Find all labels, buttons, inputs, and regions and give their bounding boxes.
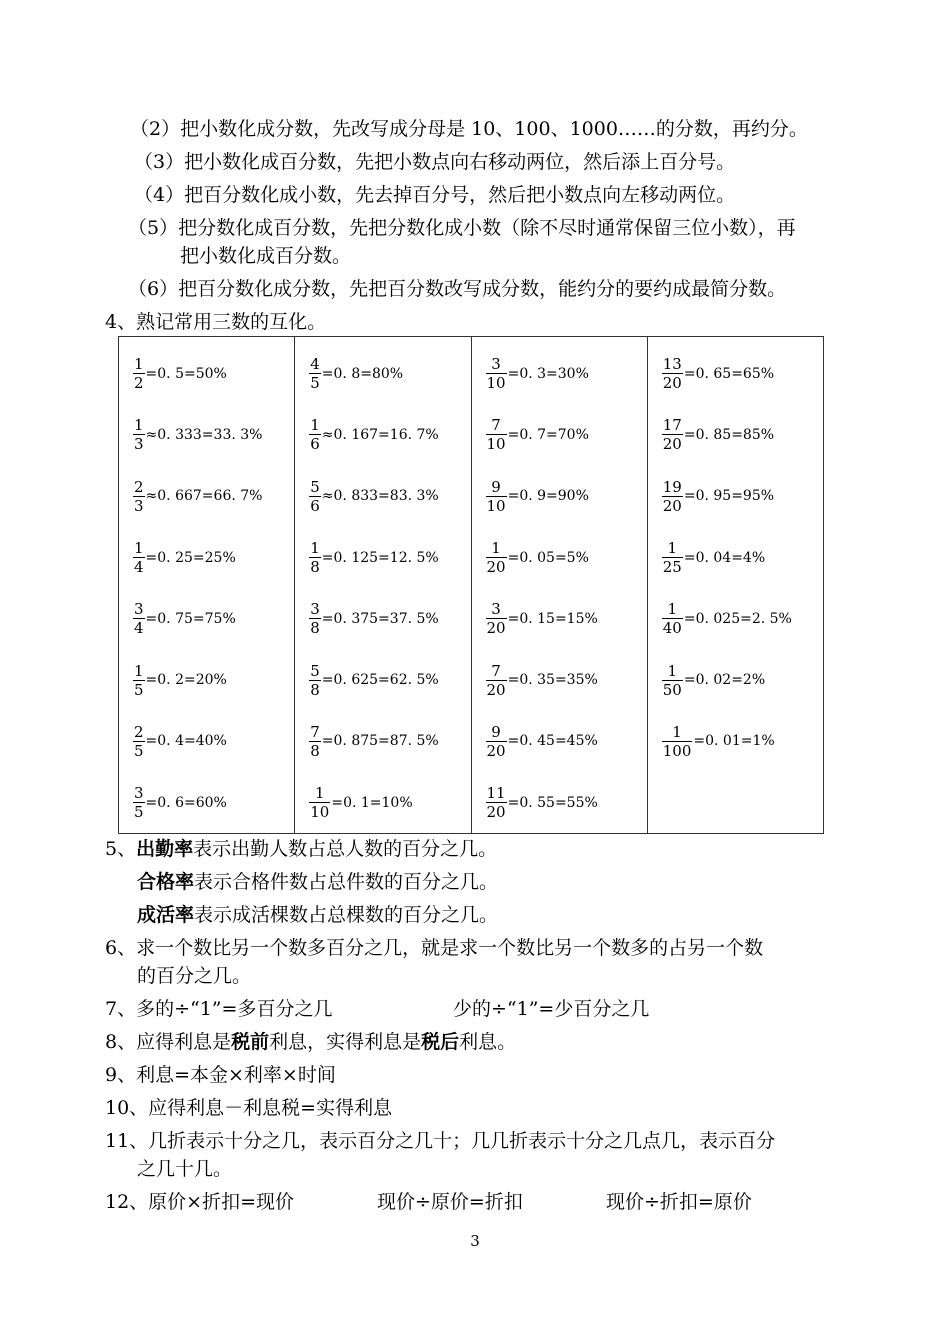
fraction <box>309 355 321 392</box>
conversion-entry <box>486 711 647 772</box>
fraction <box>486 416 507 453</box>
denominator: 20 <box>662 435 682 454</box>
denominator: 8 <box>310 558 320 577</box>
conversion-entry <box>309 772 470 833</box>
equivalents: =0. 95=95% <box>683 488 775 505</box>
item-10: 10、应得利息－利息税=实得利息 <box>105 1097 393 1119</box>
numerator: 1 <box>134 355 144 374</box>
rule-3: （3）把小数化成百分数，先把小数点向右移动两位，然后添上百分号。 <box>134 151 736 173</box>
fraction <box>133 478 145 515</box>
fraction <box>662 723 693 760</box>
fraction <box>133 355 145 392</box>
numerator: 3 <box>134 600 144 619</box>
conversion-entry <box>133 343 294 404</box>
denominator: 20 <box>486 619 506 638</box>
conversion-entry <box>309 343 470 404</box>
equivalents: =0. 25=25% <box>145 549 236 566</box>
numerator: 1 <box>667 600 678 619</box>
item-9: 9、利息=本金×利率×时间 <box>105 1064 336 1086</box>
equivalents: =0. 04=4% <box>683 549 766 566</box>
equivalents: =0. 35=35% <box>507 672 598 689</box>
page-number: 3 <box>470 1232 480 1250</box>
conversion-entry <box>133 404 294 465</box>
conversion-table <box>118 336 824 834</box>
conversion-entry <box>309 404 470 465</box>
conversion-entry <box>662 466 823 527</box>
denominator: 100 <box>662 741 692 760</box>
fraction <box>309 723 321 760</box>
denominator: 40 <box>662 619 682 638</box>
numerator: 7 <box>491 661 501 680</box>
equivalents: =0. 3=30% <box>507 365 589 382</box>
fraction <box>486 784 507 821</box>
fraction <box>133 600 145 637</box>
numerator: 1 <box>134 661 144 680</box>
conversion-entry <box>486 649 647 710</box>
denominator: 20 <box>486 741 506 760</box>
numerator: 1 <box>667 661 678 680</box>
table-column-2 <box>295 337 471 834</box>
denominator: 20 <box>486 680 506 699</box>
numerator: 7 <box>310 722 320 741</box>
equivalents: =0. 7=70% <box>507 426 589 443</box>
denominator: 4 <box>134 558 144 577</box>
fraction <box>486 478 507 515</box>
conversion-entry <box>486 343 647 404</box>
table-column-4 <box>647 337 823 834</box>
denominator: 5 <box>134 680 144 699</box>
conversion-entry <box>133 527 294 588</box>
denominator: 20 <box>662 374 682 393</box>
fraction <box>662 355 683 392</box>
equivalents: =0. 5=50% <box>145 365 227 382</box>
conversion-entry <box>486 527 647 588</box>
fraction <box>662 662 683 699</box>
after-tax-term: 税后 <box>421 1031 460 1053</box>
conversion-entry <box>662 711 823 772</box>
equivalents: =0. 6=60% <box>145 794 227 811</box>
denominator: 5 <box>134 803 144 822</box>
item-12-part1: 12、原价×折扣=现价 <box>105 1191 295 1213</box>
equivalents: =0. 9=90% <box>507 488 589 505</box>
numerator: 9 <box>491 722 501 741</box>
equivalents: =0. 1=10% <box>331 794 413 811</box>
denominator: 8 <box>310 680 320 699</box>
fraction <box>133 416 145 453</box>
equivalents: =0. 85=85% <box>683 426 775 443</box>
numerator: 1 <box>310 539 320 558</box>
item-6-line1: 6、求一个数比另一个数多百分之几，就是求一个数比另一个数多的占另一个数 <box>105 937 764 959</box>
conversion-entry <box>133 649 294 710</box>
equivalents: ≈0. 667=66. 7% <box>145 488 263 505</box>
denominator: 10 <box>486 435 506 454</box>
item-8-part3: 利息。 <box>459 1031 517 1053</box>
attendance-rate-term: 出勤率 <box>136 838 194 860</box>
conversion-entry <box>133 466 294 527</box>
numerator: 1 <box>491 539 501 558</box>
numerator: 2 <box>134 477 144 496</box>
fraction <box>309 600 321 637</box>
numerator: 7 <box>491 416 501 435</box>
denominator: 4 <box>134 619 144 638</box>
fraction <box>309 539 321 576</box>
fraction <box>309 478 321 515</box>
conversion-entry <box>309 527 470 588</box>
numerator: 4 <box>310 355 320 374</box>
fraction <box>486 355 507 392</box>
numerator: 9 <box>491 477 501 496</box>
conversion-entry <box>486 588 647 649</box>
rule-5-line2: 把小数化成百分数。 <box>180 245 352 267</box>
denominator: 8 <box>310 619 320 638</box>
conversion-entry <box>133 588 294 649</box>
item-12-part3: 现价÷折扣=原价 <box>606 1191 752 1213</box>
equivalents: =0. 8=80% <box>321 365 404 382</box>
fraction <box>662 539 683 576</box>
equivalents: =0. 65=65% <box>683 365 775 382</box>
conversion-entry <box>662 404 823 465</box>
equivalents: ≈0. 833=83. 3% <box>321 488 439 505</box>
conversion-entry <box>486 466 647 527</box>
numerator: 19 <box>662 477 682 496</box>
denominator: 25 <box>662 558 682 577</box>
fraction <box>486 600 507 637</box>
numerator: 1 <box>134 539 144 558</box>
conversion-entry <box>133 772 294 833</box>
equivalents: =0. 05=5% <box>507 549 589 566</box>
item-7-part2: 少的÷“1”=少百分之几 <box>453 998 650 1020</box>
denominator: 5 <box>310 374 320 393</box>
fraction <box>133 539 145 576</box>
rule-4: （4）把百分数化成小数，先去掉百分号，然后把小数点向左移动两位。 <box>134 184 736 206</box>
equivalents: =0. 2=20% <box>145 672 227 689</box>
fraction <box>309 416 321 453</box>
equivalents: =0. 55=55% <box>507 794 598 811</box>
numerator: 13 <box>662 355 682 374</box>
fraction <box>486 662 507 699</box>
conversion-entry <box>309 711 470 772</box>
equivalents: =0. 025=2. 5% <box>683 610 792 627</box>
item-5-line1 <box>105 836 497 862</box>
item-5-line2 <box>137 869 498 895</box>
equivalents: =0. 125=12. 5% <box>321 549 439 566</box>
equivalents: ≈0. 333=33. 3% <box>145 426 263 443</box>
equivalents: =0. 01=1% <box>693 733 775 750</box>
equivalents: =0. 15=15% <box>507 610 598 627</box>
fraction <box>662 416 683 453</box>
denominator: 20 <box>662 496 682 515</box>
equivalents: =0. 625=62. 5% <box>321 672 439 689</box>
numerator: 5 <box>310 661 320 680</box>
fraction <box>486 723 507 760</box>
denominator: 6 <box>310 496 320 515</box>
item-12-part2: 现价÷原价=折扣 <box>377 1191 523 1213</box>
numerator: 1 <box>667 539 678 558</box>
fraction <box>133 784 145 821</box>
rule-5-line1: （5）把分数化成百分数，先把分数化成小数（除不尽时通常保留三位小数），再 <box>128 217 796 239</box>
denominator: 5 <box>134 741 144 760</box>
conversion-entry <box>486 772 647 833</box>
denominator: 10 <box>486 496 506 515</box>
pre-tax-term: 税前 <box>231 1031 270 1053</box>
equivalents: =0. 875=87. 5% <box>321 733 439 750</box>
numerator: 3 <box>491 355 501 374</box>
numerator: 3 <box>491 600 501 619</box>
fraction <box>309 784 330 821</box>
numerator: 2 <box>134 722 144 741</box>
attendance-rate-def: 表示出勤人数占总人数的百分之几。 <box>193 838 498 860</box>
conversion-entry <box>662 588 823 649</box>
item-8 <box>105 1029 516 1055</box>
item-5-prefix: 5、 <box>105 838 137 860</box>
denominator: 8 <box>310 741 320 760</box>
pass-rate-term: 合格率 <box>137 871 195 893</box>
equivalents: =0. 75=75% <box>145 610 236 627</box>
conversion-entry <box>662 343 823 404</box>
numerator: 3 <box>310 600 320 619</box>
denominator: 10 <box>486 374 506 393</box>
fraction <box>486 539 507 576</box>
fraction <box>662 600 683 637</box>
item-11-line2: 之几十几。 <box>137 1158 233 1180</box>
table-column-1 <box>119 337 295 834</box>
denominator: 3 <box>134 435 144 454</box>
survival-rate-def: 表示成活棵数占总棵数的百分之几。 <box>194 904 499 926</box>
numerator: 17 <box>662 416 682 435</box>
conversion-entry <box>309 649 470 710</box>
item-8-part2: 利息，实得利息是 <box>269 1031 422 1053</box>
conversion-entry <box>309 588 470 649</box>
equivalents: ≈0. 167=16. 7% <box>321 426 439 443</box>
fraction <box>133 723 145 760</box>
numerator: 1 <box>672 722 682 741</box>
denominator: 10 <box>310 803 330 822</box>
fraction <box>662 478 683 515</box>
rule-2: （2）把小数化成分数，先改写成分母是 10、100、1000……的分数，再约分。 <box>130 118 808 140</box>
equivalents: =0. 45=45% <box>507 733 598 750</box>
conversion-entry <box>309 466 470 527</box>
pass-rate-def: 表示合格件数占总件数的百分之几。 <box>194 871 499 893</box>
numerator: 1 <box>310 416 320 435</box>
numerator: 11 <box>486 784 506 803</box>
conversion-entry <box>133 711 294 772</box>
item-5-line3 <box>137 902 498 928</box>
equivalents: =0. 02=2% <box>683 672 766 689</box>
equivalents: =0. 4=40% <box>145 733 227 750</box>
numerator: 3 <box>134 784 144 803</box>
item-7-part1: 7、多的÷“1”=多百分之几 <box>105 998 333 1020</box>
fraction <box>309 662 321 699</box>
denominator: 3 <box>134 496 144 515</box>
numerator: 5 <box>310 477 320 496</box>
item-11-line1: 11、几折表示十分之几，表示百分之几十；几几折表示十分之几点几，表示百分 <box>105 1130 776 1152</box>
denominator: 2 <box>134 374 144 393</box>
denominator: 20 <box>486 558 506 577</box>
conversion-entry <box>662 527 823 588</box>
denominator: 20 <box>486 803 506 822</box>
rule-6: （6）把百分数化成分数，先把百分数改写成分数，能约分的要约成最简分数。 <box>128 278 787 300</box>
item-8-part1: 8、应得利息是 <box>105 1031 232 1053</box>
item-6-line2: 的百分之几。 <box>137 965 252 987</box>
numerator: 1 <box>134 416 144 435</box>
fraction <box>133 662 145 699</box>
survival-rate-term: 成活率 <box>137 904 195 926</box>
denominator: 6 <box>310 435 320 454</box>
conversion-entry <box>662 649 823 710</box>
numerator: 1 <box>315 784 325 803</box>
denominator: 50 <box>662 680 682 699</box>
item-4: 4、熟记常用三数的互化。 <box>105 311 327 333</box>
equivalents: =0. 375=37. 5% <box>321 610 439 627</box>
conversion-entry <box>486 404 647 465</box>
table-column-3 <box>471 337 647 834</box>
